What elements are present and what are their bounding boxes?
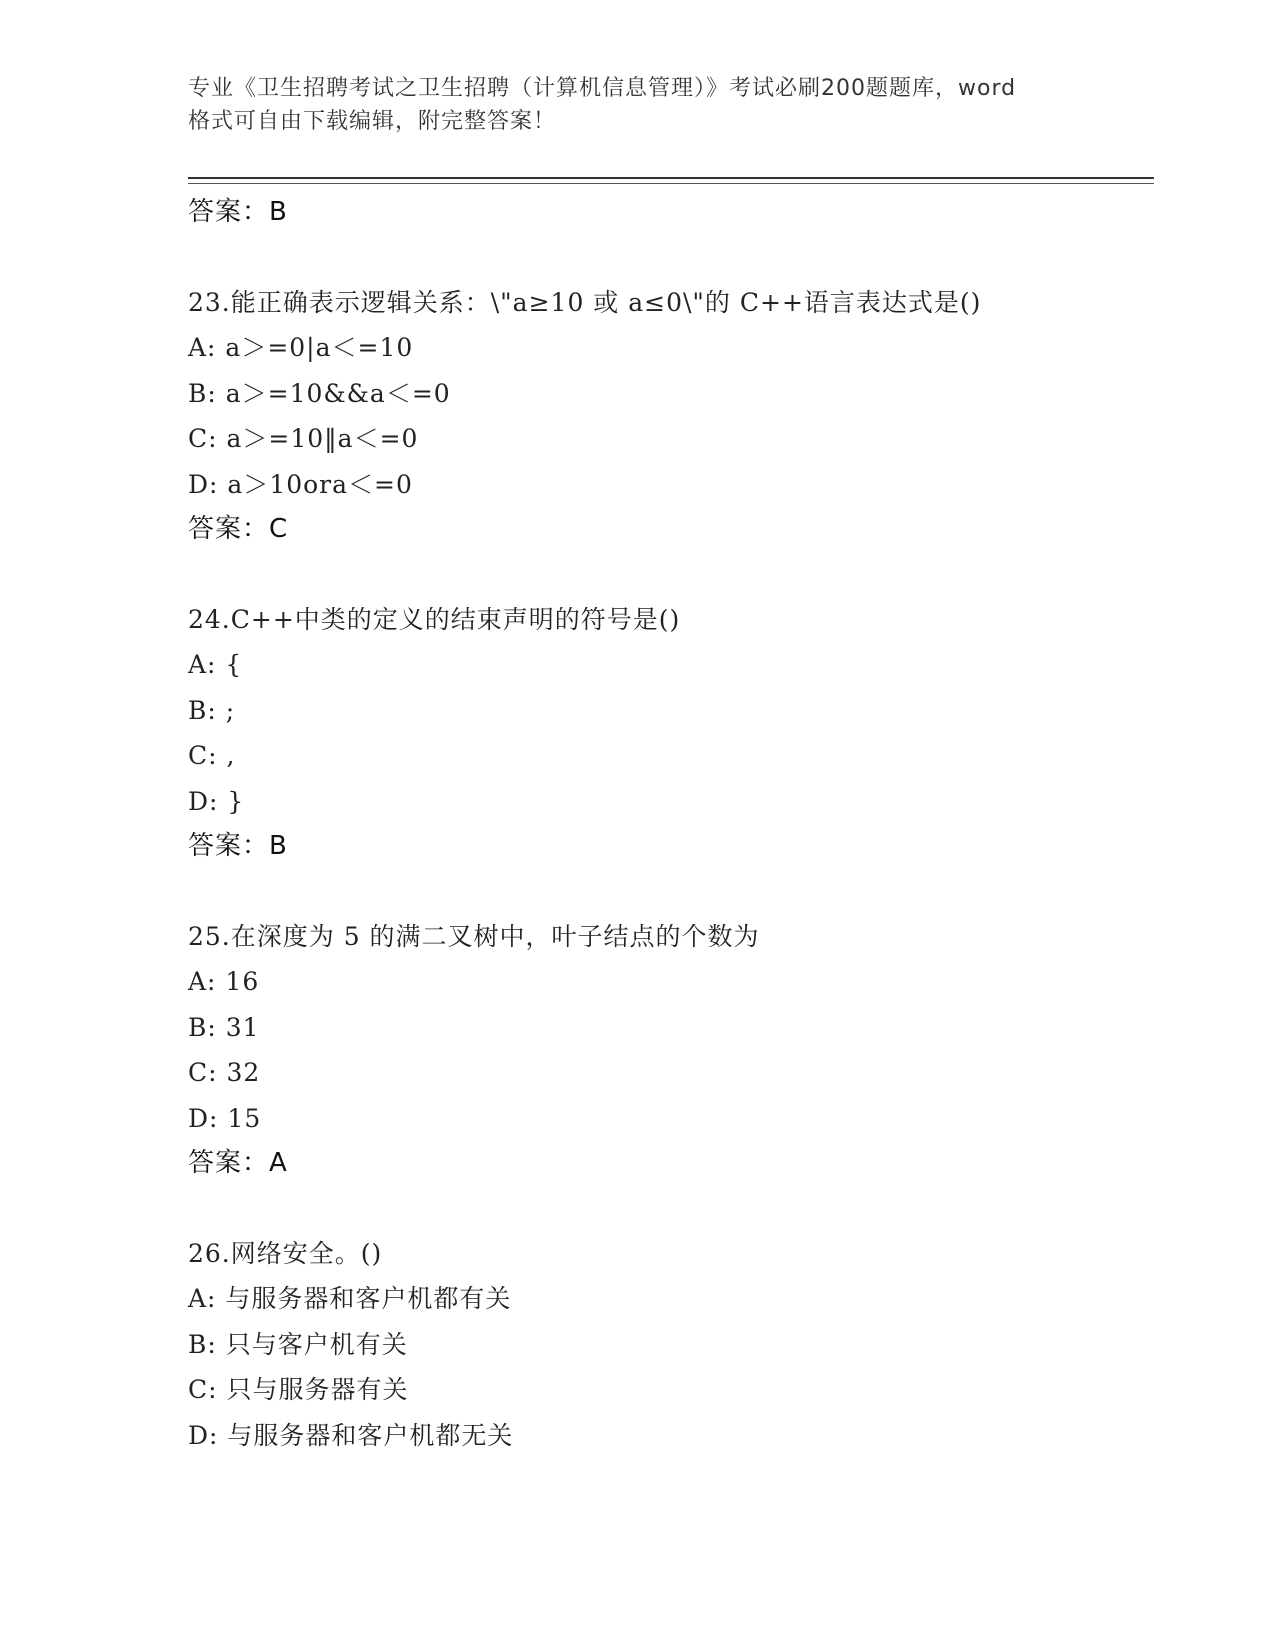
option-d: D: 与服务器和客户机都无关 [188, 1420, 514, 1450]
question-block-24 [188, 597, 1154, 870]
option-d: D: a＞10ora＜=0 [188, 469, 413, 499]
option-c: C: a＞=10‖a＜=0 [188, 424, 419, 453]
option-b: B: a＞=10&&a＜=0 [188, 378, 451, 408]
option-c: C: 只与服务器有关 [188, 1375, 409, 1404]
spacer [188, 553, 1154, 597]
spacer [188, 236, 1154, 280]
option-a: A: a＞=0|a＜=10 [188, 333, 414, 362]
option-c: C: 32 [188, 1058, 261, 1087]
question-stem: 26.网络安全。() [188, 1238, 383, 1268]
option-b: B: 只与客户机有关 [188, 1329, 408, 1359]
spacer [188, 870, 1154, 914]
question-stem: 24.C++中类的定义的结束声明的符号是() [188, 604, 681, 634]
option-d: D: } [188, 786, 245, 816]
option-c: C: , [188, 741, 236, 770]
spacer [188, 1187, 1154, 1231]
option-b: B: 31 [188, 1012, 260, 1042]
answer-line: 答案：B [188, 831, 288, 861]
option-a: A: 16 [188, 967, 260, 996]
question-block-26 [188, 1231, 1154, 1459]
answer-line: 答案：A [188, 1148, 288, 1178]
answer-line: 答案：C [188, 514, 289, 544]
option-a: A: 与服务器和客户机都有关 [188, 1284, 512, 1313]
header-divider-thick [188, 177, 1154, 179]
option-a: A: { [188, 650, 243, 679]
header-line-1: 专业《卫生招聘考试之卫生招聘（计算机信息管理）》考试必刷200题题库，word [188, 76, 1017, 101]
question-block-25 [188, 914, 1154, 1187]
header-divider-thin [188, 183, 1154, 184]
option-b: B: ; [188, 695, 236, 725]
previous-answer: 答案：B [188, 197, 288, 227]
document-header [188, 72, 1088, 138]
question-stem: 25.在深度为 5 的满二叉树中，叶子结点的个数为 [188, 921, 760, 951]
question-stem: 23.能正确表示逻辑关系：\"a≥10 或 a≤0\"的 C++语言表达式是() [188, 287, 982, 317]
question-block-23 [188, 280, 1154, 553]
option-d: D: 15 [188, 1103, 262, 1133]
header-line-2: 格式可自由下载编辑，附完整答案！ [188, 109, 557, 134]
question-list [188, 190, 1154, 1458]
